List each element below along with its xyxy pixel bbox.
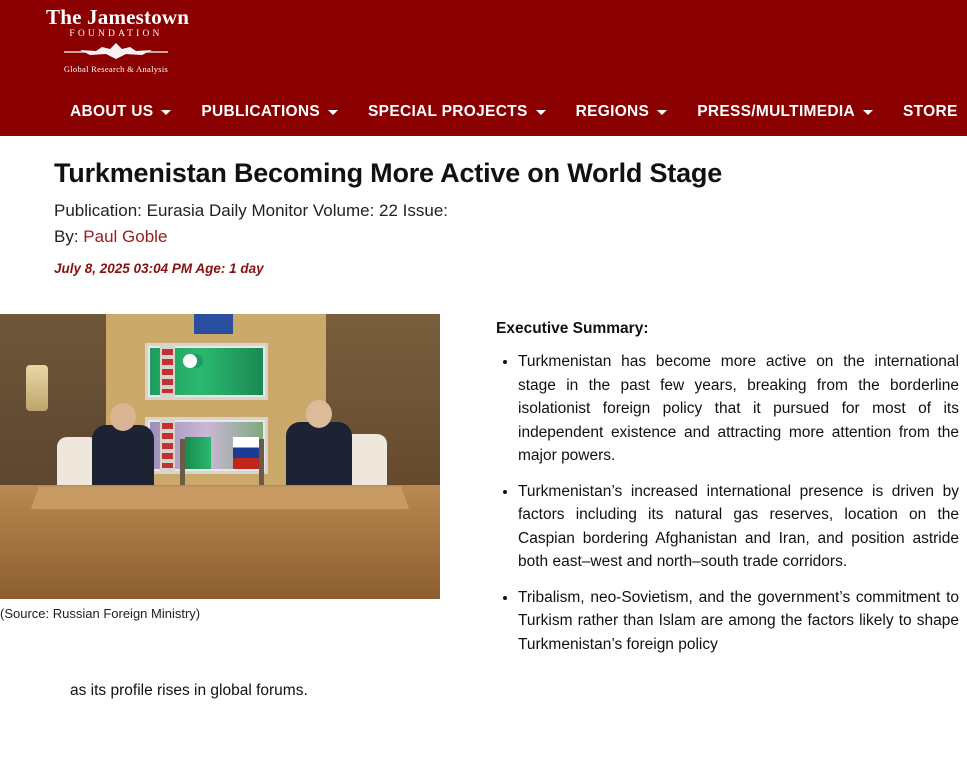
body-continuation: as its profile rises in global forums. xyxy=(70,681,308,699)
list-item: • Tribalism, neo-Sovietism, and the government’s commitment to Turkism rather than Islam are among the factors likely to shape Turkmenistan’s foreign policy xyxy=(518,586,959,657)
article-header xyxy=(0,136,967,276)
eagle-emblem-icon xyxy=(56,41,176,63)
article-body xyxy=(0,314,967,669)
logo-title: The Jamestown xyxy=(46,5,190,29)
executive-summary xyxy=(440,314,967,669)
publication-line: Publication: Eurasia Daily Monitor Volume: 22 Issue: xyxy=(54,201,449,220)
chevron-down-icon xyxy=(328,110,338,115)
nav-label: PUBLICATIONS xyxy=(201,103,321,120)
page-title: Turkmenistan Becoming More Active on World Stage xyxy=(54,158,723,188)
byline-label: By: xyxy=(54,227,79,246)
site-logo[interactable] xyxy=(46,5,190,75)
nav-item-special-projects[interactable] xyxy=(368,103,546,121)
byline xyxy=(54,227,929,247)
logo-tagline: Global Research & Analysis xyxy=(63,64,169,75)
nav-label: SPECIAL PROJECTS xyxy=(368,103,528,120)
nav-item-about-us[interactable] xyxy=(70,103,171,121)
figure-caption: (Source: Russian Foreign Ministry) xyxy=(0,606,201,621)
nav-label: ABOUT US xyxy=(70,103,154,120)
list-item: • Turkmenistan’s increased international presence is driven by factors including its natural gas reserves, location on the Caspian bordering Afghanistan and Iran, and position astride both east–west and north–south trade corridors. xyxy=(518,480,959,574)
site-header xyxy=(0,0,967,136)
summary-bullet-list xyxy=(496,350,959,657)
article-photo xyxy=(0,314,440,599)
nav-label: REGIONS xyxy=(575,103,650,120)
nav-label: PRESS/MULTIMEDIA xyxy=(697,103,855,120)
article-figure xyxy=(0,314,440,669)
chevron-down-icon xyxy=(863,110,873,115)
article-date: July 8, 2025 03:04 PM Age: 1 day xyxy=(54,261,264,276)
executive-summary-heading: Executive Summary: xyxy=(496,320,649,337)
chevron-down-icon xyxy=(161,110,171,115)
nav-item-regions[interactable] xyxy=(576,103,668,121)
nav-item-publications[interactable] xyxy=(201,103,338,121)
wall-screen-top xyxy=(145,343,268,400)
nav-label: STORE xyxy=(903,103,958,120)
nav-item-store[interactable] xyxy=(903,103,958,121)
chevron-down-icon xyxy=(657,110,667,115)
logo-subtitle: FOUNDATION xyxy=(69,29,163,40)
author-link[interactable]: Paul Goble xyxy=(83,227,168,246)
chevron-down-icon xyxy=(536,110,546,115)
list-item: • Turkmenistan has become more active on the international stage in the past few years, breaking from the borderline isolationist foreign policy that it pursued for most of its independent existence and attracting more attention from the major powers. xyxy=(518,350,959,468)
main-navigation xyxy=(0,88,967,136)
nav-item-press-multimedia[interactable] xyxy=(697,103,873,121)
